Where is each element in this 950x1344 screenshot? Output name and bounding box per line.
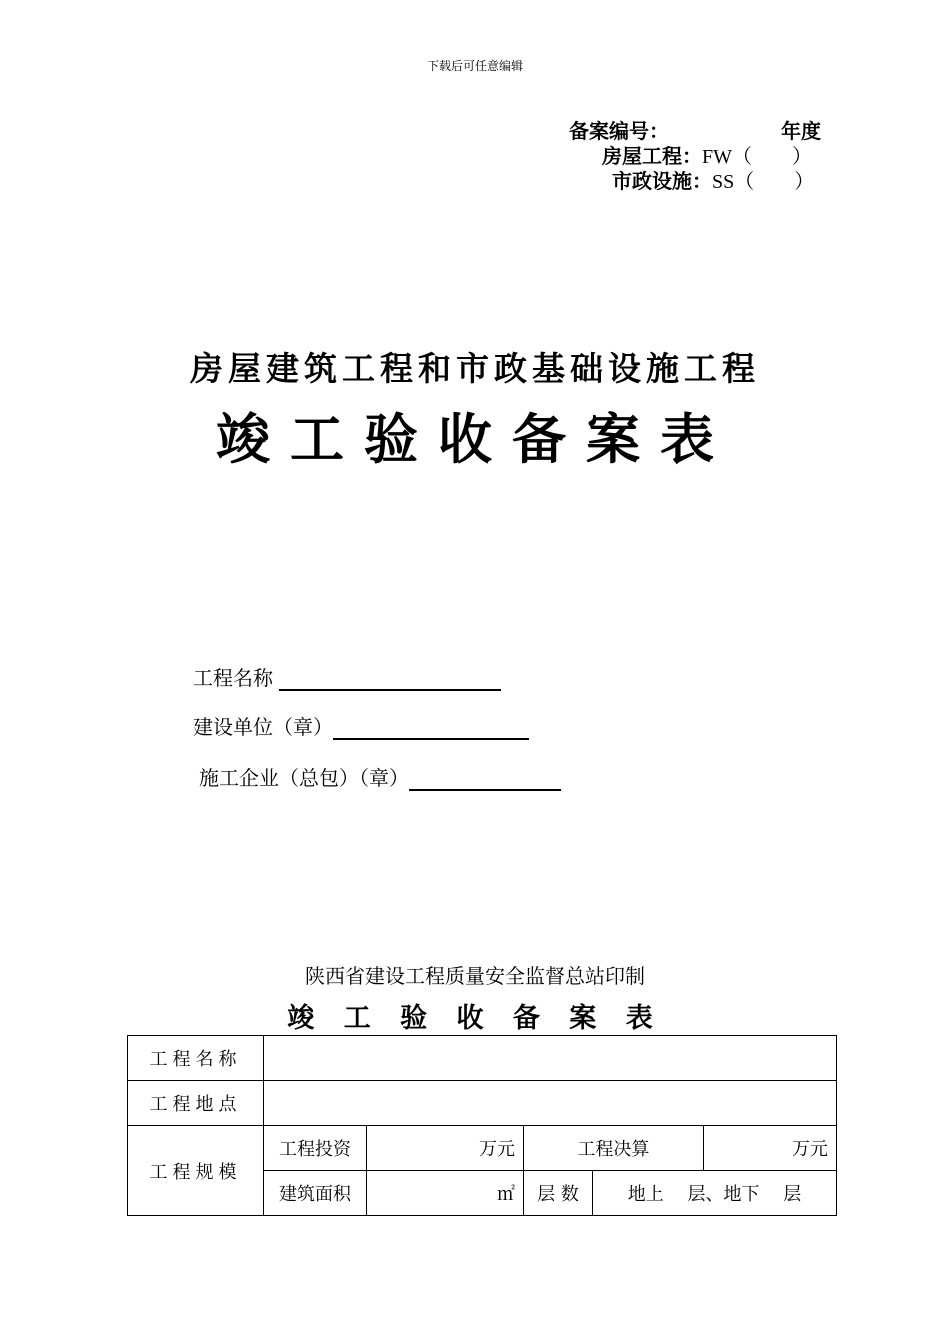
contractor-label: 施工企业（总包）（章） [199, 766, 409, 790]
municipal-code: SS [712, 171, 735, 193]
contractor-field [199, 762, 561, 791]
settlement-label: 工程决算 [524, 1126, 704, 1171]
location-cell-label: 工程地点 [128, 1081, 264, 1126]
settlement-value[interactable]: 万元 [703, 1126, 836, 1171]
housing-label: 房屋工程： [602, 144, 702, 168]
area-value[interactable]: ㎡ [367, 1171, 524, 1216]
registration-number-label: 备案编号： [569, 119, 669, 143]
municipal-code-line [612, 165, 814, 194]
municipal-label: 市政设施： [612, 169, 712, 193]
builder-label: 建设单位（章） [193, 715, 333, 739]
investment-label: 工程投资 [264, 1126, 367, 1171]
document-title-line2: 竣工验收备案表 [216, 408, 734, 471]
year-label: 年度 [781, 119, 821, 143]
project-name-cell-label: 工程名称 [128, 1036, 264, 1081]
builder-blank[interactable] [333, 718, 529, 740]
table-row [128, 1036, 837, 1081]
municipal-paren: （ ） [734, 171, 815, 193]
document-title-line1: 房屋建筑工程和市政基础设施工程 [190, 349, 760, 388]
header-note: 下载后可任意编辑 [426, 59, 523, 73]
project-name-blank[interactable] [279, 669, 501, 691]
printed-by: 陕西省建设工程质量安全监督总站印制 [305, 964, 645, 988]
record-table [127, 1035, 837, 1216]
floors-label: 层 数 [524, 1171, 593, 1216]
project-name-label: 工程名称 [193, 666, 273, 690]
table-row [128, 1126, 837, 1171]
location-cell-value[interactable] [264, 1081, 837, 1126]
form-title: 竣 工 验 收 备 案 表 [287, 1003, 663, 1034]
table-row [128, 1081, 837, 1126]
project-name-field [193, 662, 501, 691]
scale-cell-label: 工程规模 [128, 1126, 264, 1216]
builder-field [193, 711, 529, 740]
floors-value[interactable]: 地上 层、地下 层 [593, 1171, 837, 1216]
area-label: 建筑面积 [264, 1171, 367, 1216]
housing-code: FW [702, 146, 732, 168]
contractor-blank[interactable] [409, 769, 561, 791]
housing-paren: （ ） [732, 146, 812, 168]
project-name-cell-value[interactable] [264, 1036, 837, 1081]
investment-value[interactable]: 万元 [367, 1126, 524, 1171]
